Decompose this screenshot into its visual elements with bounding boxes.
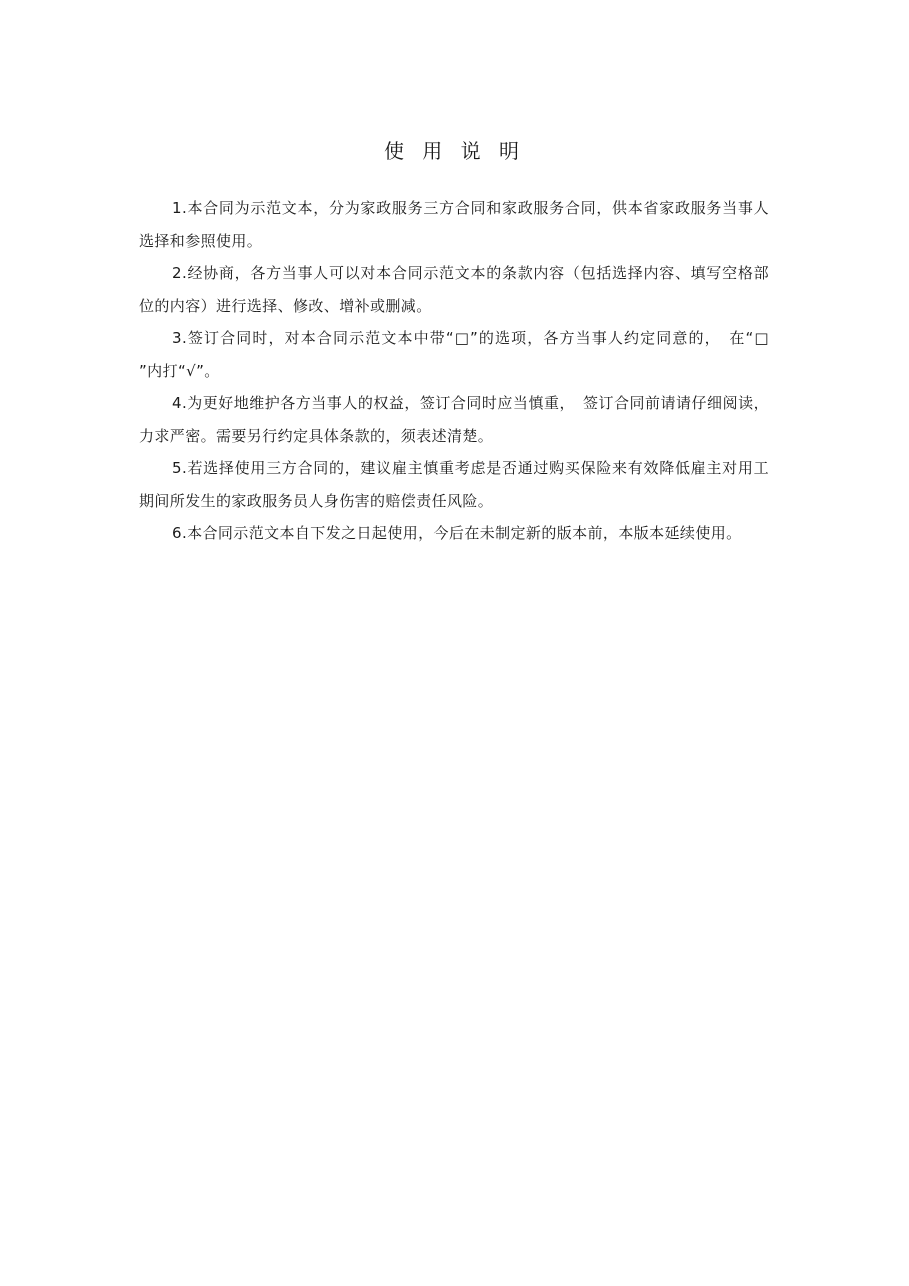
instruction-paragraph-6: 6.本合同示范文本自下发之日起使用，今后在未制定新的版本前，本版本延续使用。 [172, 524, 742, 542]
instruction-paragraph-5: 5.若选择使用三方合同的，建议雇主慎重考虑是否通过购买保险来有效降低雇主对用工期间所发生的家政服务员人身伤害的赔偿责任风险。 [139, 459, 769, 510]
instruction-paragraph-2: 2.经协商，各方当事人可以对本合同示范文本的条款内容（包括选择内容、填写空格部位的内容）进行选择、修改、增补或删减。 [139, 264, 769, 315]
instruction-paragraph-3: 3.签订合同时，对本合同示范文本中带“□”的选项，各方当事人约定同意的， 在“□ ”内打“√”。 [139, 329, 769, 380]
instructions-body [139, 192, 769, 550]
instruction-paragraph-1: 1.本合同为示范文本，分为家政服务三方合同和家政服务合同，供本省家政服务当事人选择和参照使用。 [139, 199, 769, 250]
page-title: 使 用 说 明 [383, 139, 526, 164]
instruction-paragraph-4: 4.为更好地维护各方当事人的权益，签订合同时应当慎重， 签订合同前请请仔细阅读，力求严密。需要另行约定具体条款的，须表述清楚。 [139, 394, 769, 445]
